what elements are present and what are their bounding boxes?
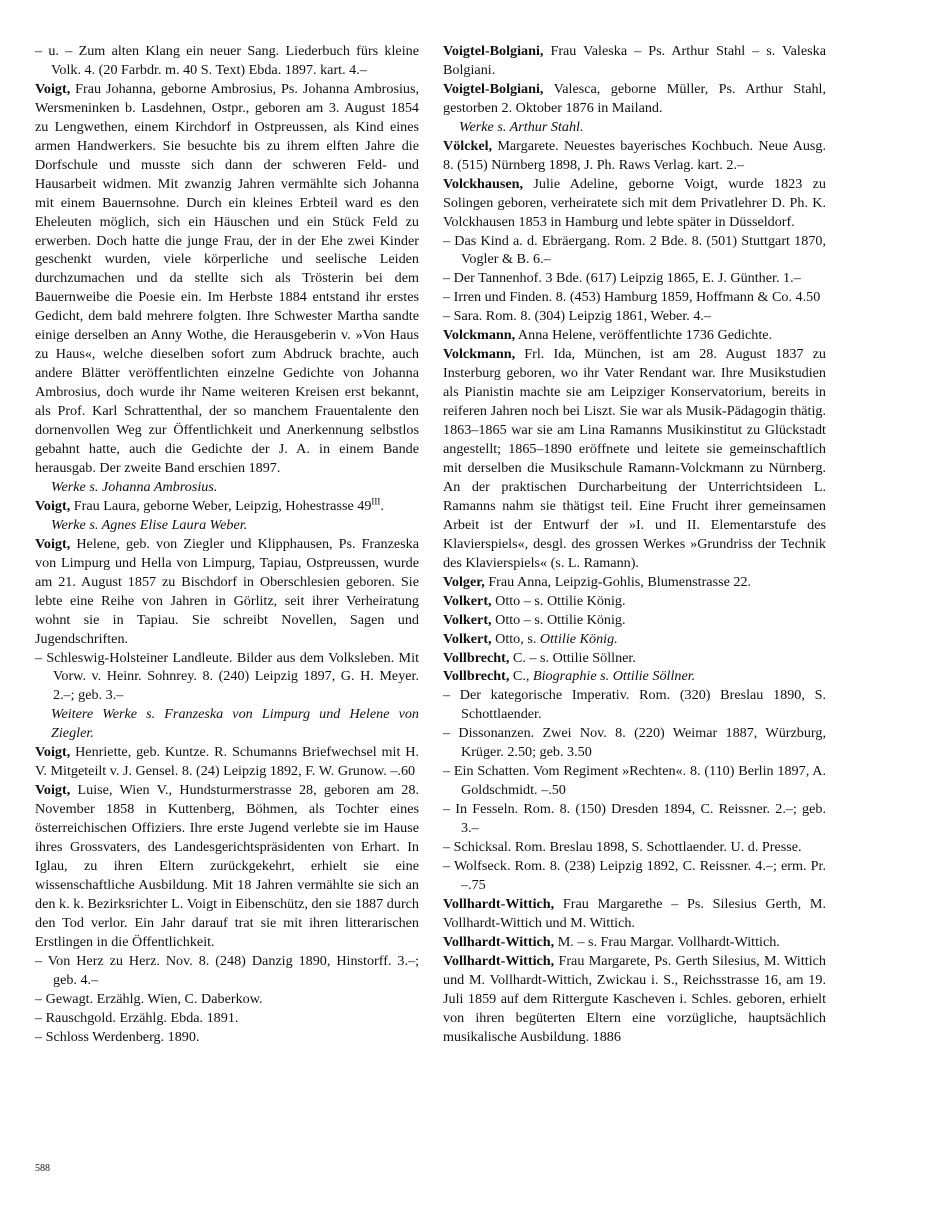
entry-text: Frau Laura, geborne Weber, Leipzig, Hohestrasse 49: [70, 497, 372, 514]
work-item: – Dissonanzen. Zwei Nov. 8. (220) Weimar 1887, Würzburg, Krüger. 2.50; geb. 3.50: [443, 725, 826, 761]
entry-voigt-johanna: [35, 80, 419, 497]
work-item: – Rauschgold. Erzählg. Ebda. 1891.: [35, 1009, 239, 1026]
entry-head: Vollhardt-Wittich,: [443, 952, 555, 969]
work-item: – Der Tannenhof. 3 Bde. (617) Leipzig 1865, E. J. Günther. 1.–: [443, 270, 801, 287]
work-item: – Gewagt. Erzählg. Wien, C. Daberkow.: [35, 990, 263, 1007]
entry-volckmann-ida: [443, 345, 826, 572]
entry-head: Völckel,: [443, 137, 493, 154]
entry-italic: Biographie s. Ottilie Söllner.: [532, 668, 696, 685]
entry-head: Voigt,: [35, 744, 71, 761]
work-item: – Von Herz zu Herz. Nov. 8. (248) Danzig 1890, Hinstorff. 3.–; geb. 4.–: [35, 952, 419, 988]
left-column: [35, 42, 419, 1047]
work-item: – Irren und Finden. 8. (453) Hamburg 1859, Hoffmann & Co. 4.50: [443, 289, 821, 306]
work-item: – In Fesseln. Rom. 8. (150) Dresden 1894, C. Reissner. 2.–; geb. 3.–: [443, 801, 826, 837]
entry-head: Volkert,: [443, 592, 492, 609]
entry-reference: Weitere Werke s. Franzeska von Limpurg und Helene von Ziegler.: [51, 706, 419, 742]
entry-volckmann-anna: [443, 326, 826, 345]
work-item: – Schloss Werdenberg. 1890.: [35, 1028, 200, 1045]
entry-text: Valesca, geborne Müller, Ps. Arthur Stahl, gestorben 2. Oktober 1876 in Mailand.: [443, 80, 826, 116]
entry-volkert-3: [443, 630, 826, 649]
entry-volckhausen: [443, 175, 826, 327]
work-item: – Sara. Rom. 8. (304) Leipzig 1861, Weber. 4.–: [443, 308, 712, 325]
entry-vollhardt-wittich-1: [443, 895, 826, 933]
entry-head: Voigt,: [35, 782, 71, 799]
entry-text: C.,: [509, 668, 533, 685]
entry-text: Otto – s. Ottilie König.: [491, 592, 626, 609]
entry-text: Julie Adeline, geborne Voigt, wurde 1823 zu Solingen geboren, verheiratete sich mit dem Privatlehrer D. Ph. K. Volckhausen 1853 in Hamburg und lebte später in Düsseldorf.: [443, 175, 826, 230]
entry-text: Luise, Wien V., Hundsturmerstrasse 28, geboren am 28. November 1858 in Kuttenberg, Böhmen, als Tochter eines österreichischen Offiziers. Ihre erste Jugend verlebte sie im Hause ihres Grossvaters, des Landesgerichtspräsidenten von Erhart. In Iglau, zu ihren Eltern zurückgekehrt, erhielt sie eine wissenschaftliche Ausbildung. Mit 18 Jahren vermählte sie sich an den k. k. Bezirksrichter L. Voigt in Eibenschütz, den sie 1887 durch den Tod verlor. Ein Jahr darauf trat sie mit ihren litterarischen Erstlingen in die Öffentlichkeit.: [35, 782, 419, 950]
entry-reference: Werke s. Arthur Stahl.: [459, 118, 584, 135]
entry-head: Volkert,: [443, 630, 492, 647]
entry-text: Margarete. Neuestes bayerisches Kochbuch. Neue Ausg. 8. (515) Nürnberg 1898, J. Ph. Raws Verlag. kart. 2.–: [443, 137, 826, 173]
entry-head: Voigt,: [35, 80, 71, 97]
entry-text: M. – s. Frau Margar. Vollhardt-Wittich.: [554, 933, 780, 950]
work-item: – Der kategorische Imperativ. Rom. (320) Breslau 1890, S. Schottlaender.: [443, 687, 826, 723]
entry-text: Frau Anna, Leipzig-Gohlis, Blumenstrasse 22.: [484, 573, 752, 590]
entry-voigt-luise: [35, 781, 419, 1046]
entry-vollhardt-wittich-3: [443, 952, 826, 1047]
entry-text-end: .: [380, 497, 384, 514]
entry-voelckel: [443, 137, 826, 175]
continuation-item: – u. – Zum alten Klang ein neuer Sang. Liederbuch fürs kleine Volk. 4. (20 Farbdr. m. 40 S. Text) Ebda. 1897. kart. 4.–: [35, 43, 419, 78]
entry-head: Volckmann,: [443, 346, 516, 363]
work-item: – Ein Schatten. Vom Regiment »Rechten«. 8. (110) Berlin 1897, A. Goldschmidt. –.50: [443, 763, 826, 799]
entry-voigt-henriette: [35, 743, 419, 781]
entry-head: Volckhausen,: [443, 175, 524, 192]
entry-head: Voigtel-Bolgiani,: [443, 43, 544, 59]
entry-vollbrecht-1: [443, 649, 826, 668]
entry-text: Otto – s. Ottilie König.: [491, 611, 626, 628]
entry-voigt-laura: [35, 497, 419, 535]
entry-text: Frau Johanna, geborne Ambrosius, Ps. Johanna Ambrosius, Wersmeninken b. Lasdehnen, Ostpr., geboren am 3. August 1854 zu Lengwethen, einem Kirchdorf in Ostpreussen, als Kind eines armen Handwerkers. Sie besuchte bis zu ihrem elften Jahre die Dorfschule und musste sich dann der schweren Feld- und Hausarbeit widmen. Mit zwanzig Jahren vermählte sich Johanna mit einem Bauernsohne. Durch ein kleines Erbteil ward es den Eheleuten möglich, sich ein Häuschen und ein Stück Feld zu erwerben. Doch hatte die junge Frau, der in der Ehe zwei Kinder geschenkt wurden, viele körperliche und seelische Leiden durchzumachen und da stellte sich als Trösterin bei dem Bauernweibe die Poesie ein. Im Herbste 1884 entstand ihr erstes Gedicht, dem bald mehrere folgten. Ihre Schwester Martha sandte einige derselben an Anny Wothe, die Herausgeberin v. »Von Haus zu Haus«, welche dieselben sofort zum Abdruck brachte, auch andere Blätter veröffentlichten einzelne Gedichte von Johanna Ambrosius, doch wurde ihr Name weiteren Kreisen erst bekannt, als Prof. Karl Schrattenthal, der so manchem Frauentalente den dornenvollen Weg zur Öffentlichkeit und Anerkennung selbstlos gebahnt hatte, auch die Gedichte der J. A. in einem Bande herausgab. Der zweite Band erschien 1897.: [35, 80, 419, 476]
entry-vollbrecht-2: [443, 667, 826, 894]
entry-vollhardt-wittich-2: [443, 933, 826, 952]
entry-head: Voigtel-Bolgiani,: [443, 80, 544, 97]
entry-text: Frau Margarete, Ps. Gerth Silesius, M. Wittich und M. Vollhardt-Wittich, Zwickau i. S., Reichsstrasse 16, am 19. Juli 1859 auf dem Rittergute Kascheven i. Schles. geboren, erhielt von ihren begüterten Eltern eine vorzügliche, hauptsächlich musikalische Ausbildung. 1886: [443, 952, 826, 1045]
work-item: – Schleswig-Holsteiner Landleute. Bilder aus dem Volksleben. Mit Vorw. v. Heinr. Sohnrey. 8. (240) Leipzig 1897, G. H. Meyer. 2.–; geb. 3.–: [35, 649, 419, 704]
entry-voigtel-bolgiani-valeska: [443, 42, 826, 80]
entry-voigtel-bolgiani-valesca: [443, 80, 826, 137]
right-column: [443, 42, 826, 1047]
work-item: – Wolfseck. Rom. 8. (238) Leipzig 1892, C. Reissner. 4.–; erm. Pr. –.75: [443, 857, 826, 893]
entry-reference: Werke s. Agnes Elise Laura Weber.: [51, 516, 248, 533]
entry-text: Frau Valeska – Ps. Arthur Stahl – s. Valeska Bolgiani.: [443, 43, 826, 78]
entry-head: Vollhardt-Wittich,: [443, 933, 555, 950]
entry-text: Anna Helene, veröffentlichte 1736 Gedichte.: [515, 327, 773, 344]
entry-text: Helene, geb. von Ziegler und Klipphausen, Ps. Franzeska von Limpurg und Hella von Limpurg, Tapiau, Ostpreussen, wurde am 21. August 1857 zu Bischdorf in Oberschlesien geboren. Sie lebte eine Reihe von Jahren in Görlitz, seit ihrer Verheiratung wohnt sie in Tapiau. Sie schreibt Novellen, Sagen und Jugendschriften.: [35, 535, 419, 647]
entry-head: Vollbrecht,: [443, 649, 510, 666]
entry-head: Volger,: [443, 573, 485, 590]
entry-head: Volckmann,: [443, 327, 516, 344]
entry-italic: Ottilie König.: [539, 630, 618, 647]
entry-head: Volkert,: [443, 611, 492, 628]
entry-head: Vollbrecht,: [443, 668, 510, 685]
entry-volkert-2: [443, 611, 826, 630]
entry-head: Voigt,: [35, 535, 71, 552]
work-item: – Schicksal. Rom. Breslau 1898, S. Schottlaender. U. d. Presse.: [443, 839, 802, 856]
entry-head: Voigt,: [35, 497, 71, 514]
entry-text: Henriette, geb. Kuntze. R. Schumanns Briefwechsel mit H. V. Mitgeteilt v. J. Gensel. 8. (24) Leipzig 1892, F. W. Grunow. –.60: [35, 744, 419, 780]
entry-text: Otto, s.: [491, 630, 540, 647]
superscript: III: [371, 496, 381, 507]
entry-text: Frl. Ida, München, ist am 28. August 1837 zu Insterburg geboren, wo ihr Vater Rendant war. Ihre Musikstudien als Pianistin machte sie am Leipziger Konservatorium, bereits in reiferen Jahren noch bei Liszt. Sie war als Musik-Pädagogin thätig. 1863–1865 war sie am Lina Ramanns Musikinstitut zu Glückstadt angestellt; 1865–1890 eröffnete und leitete sie gemeinschaftlich mit derselben die Musikschule Ramann-Volckmann zu Nürnberg. An der praktischen Durcharbeitung der Unterrichtsideen L. Ramanns nahm sie thätigst teil. Eine Frucht ihrer gemeinsamen Arbeit ist der Entwurf der »I. und II. Elementarstufe des Klavierspiels«, desgl. des grossen Werkes »Grundriss der Technik des Klavierspiels« (s. L. Ramann).: [443, 346, 826, 571]
page-number: 588: [35, 1163, 50, 1174]
entry-voigt-helene: [35, 535, 419, 743]
entry-text: Frau Margarethe – Ps. Silesius Gerth, M. Vollhardt-Wittich und M. Wittich.: [443, 895, 826, 931]
entry-volkert-1: [443, 592, 826, 611]
entry-text: C. – s. Ottilie Söllner.: [509, 649, 636, 666]
entry-reference: Werke s. Johanna Ambrosius.: [51, 478, 218, 495]
entry-volger: [443, 573, 826, 592]
entry-head: Vollhardt-Wittich,: [443, 895, 555, 912]
work-item: – Das Kind a. d. Ebräergang. Rom. 2 Bde. 8. (501) Stuttgart 1870, Vogler & B. 6.–: [443, 232, 826, 268]
